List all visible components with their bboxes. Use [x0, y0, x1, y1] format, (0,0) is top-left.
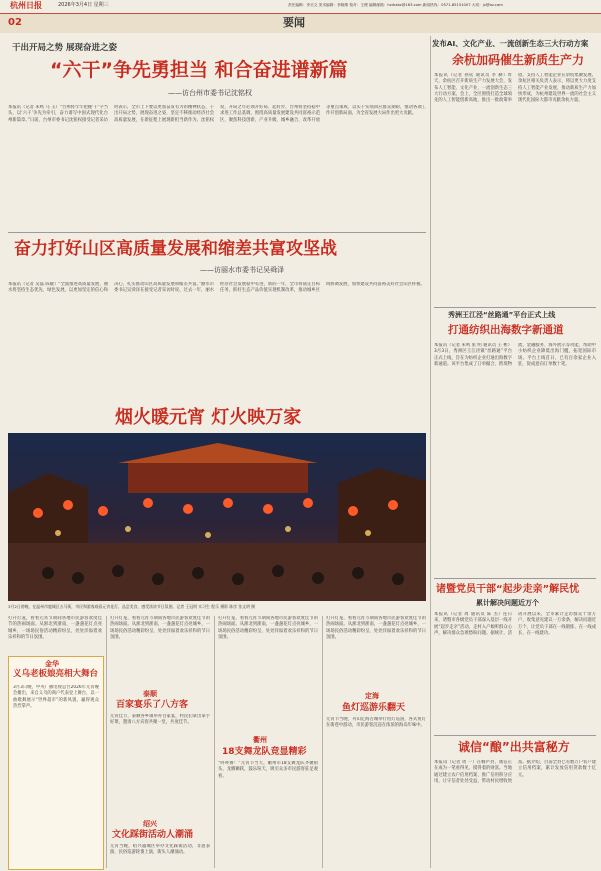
page-label-bar	[0, 14, 601, 33]
column-rule	[214, 616, 215, 868]
a4-body: 本报讯（记者 朱鸣 张 明 通讯员 王 彬）3月3日，秀洲区王江泾镇“丝路通”平台正式上线，旨在为纺织企业打通出海数字新通道。该平台集成了订单撮合、跨境物流、金融服务、海外展示等功能，帮助中小纺织企业降低出海门槛，拓宽国际市场。平台上线首日，已有百余家企业入驻，促成意向订单数十笔。	[434, 343, 596, 367]
side5-body: 元宵节当晚，舟山定海古城举行鱼灯巡游，各式鱼灯在街巷中游动，市民游客沉浸在浓浓的海岛年味中。	[326, 717, 426, 729]
divider	[434, 735, 596, 736]
side3-title: 18支舞龙队竞显精彩	[222, 747, 307, 757]
column-rule	[322, 616, 323, 868]
a1-body: 本报讯（记者 朱鸣 马 玉）“台州将牢牢把握‘干’字当头，以‘六干’争先为牵引，奋力谱写中国式现代化台州新篇章。”日前，台州市委书记沈铭权接受记者采访时表示，全市上下要以更加奋发有为的精神状态，干出开局之势，展现奋进之姿，坚定不移推动经济社会高质量发展，在新征程上展现新担当新作为。沈铭权说，开局之年必须开好局、起好步，台州将坚持稳中求进工作总基调，围绕高质量发展建设共同富裕示范区，聚焦科技创新、产业升级、城乡融合、改革开放等重点领域，以实干实绩回应群众期盼，推动各项工作开创新局面，为全省发展大局作出更大贡献。	[8, 105, 426, 123]
side4-title: 文化踩街活动人潮涌	[112, 830, 194, 840]
a3-body: 本报讯（记者 吴磊 陈敏）“全面推进高质量发展，丽水将坚持生态优先、绿色发展，以更加坚定的信心和决心，扎实推动山区高质量发展和缩差共富。”丽水市委书记吴舜泽在接受记者采访时说，过去一年，丽水经济社会发展稳中有进，新的一年，全市将锚定目标任务，抓好生态产品价值实现机制改革，推动城乡区域协调发展，加快建设共同富裕美好社会山区样板。	[8, 282, 425, 294]
a2-subtitle: 余杭加码催生新质生产力	[452, 53, 585, 67]
side2-title: 百家宴乐了八方客	[116, 700, 189, 710]
a2-title: 发布AI、文化产业、一流创新生态三大行动方案	[432, 39, 589, 48]
a1-subtitle: ——访台州市委书记沈铭权	[168, 89, 252, 97]
mid-body-3: 打开灯笼，看看元宵节期间各地市民游客欢度佳节的热闹场面。从浙北到浙南，一盏盏花灯点亮城乡，一场场民俗活动精彩纷呈，处处洋溢着欢乐祥和的节日氛围。	[326, 616, 426, 640]
lantern-photo	[8, 433, 426, 601]
side3-kicker: 衢州	[253, 736, 267, 744]
a7-body: 本报讯（记者 周 一）在桐庐县，诚信正在成为一笔看得见、摸得着的财富。当地通过建立农户信用档案、推广信用积分应用，让守信者处处受益，带动村民增收致富。据介绍，目前全县已有数万户农户建立信用档案，累计发放信用贷款数十亿元。	[434, 760, 596, 784]
divider	[434, 307, 596, 308]
a6-subtitle: 累计解决问题近万个	[476, 599, 539, 607]
column-rule	[106, 616, 107, 868]
side2-body: 元宵佳节，泰顺各乡镇举办百家宴，村民们拿出拿手好菜，邀请八方宾客共聚一堂，共度佳节。	[110, 714, 210, 726]
page-number: 02	[8, 17, 22, 28]
lantern-scene-image	[8, 433, 426, 601]
mid-body-1: 打开灯笼，看看元宵节期间各地市民游客欢度佳节的热闹场面。从浙北到浙南，一盏盏花灯点亮城乡，一场场民俗活动精彩纷呈，处处洋溢着欢乐祥和的节日氛围。	[110, 616, 210, 640]
masthead	[0, 0, 601, 14]
a2-body: 本报讯（记者 孙钦 通讯员 李 赫）昨天，余杭区召开新质生产力发展大会，发布人工智能、文化产业、一流创新生态三大行动方案。会上，全区围绕打造全球领先的人工智能创新高地，推出一批政策举措，支持人工智能企业在余杭集聚发展。余杭区相关负责人表示，将以更大力度支持人工智能产业发展，推动新质生产力加快形成，为杭州建设世界一流的社会主义现代化国际大都市贡献余杭力量。	[434, 73, 596, 104]
side1-title: 义乌老板娘亮相大舞台	[13, 669, 99, 679]
a5-title: 烟火暖元宵 灯火映万家	[115, 407, 302, 428]
side2-kicker: 泰顺	[143, 690, 157, 698]
a3-subtitle: ——访丽水市委书记吴舜泽	[200, 266, 284, 274]
side5-kicker: 定海	[365, 692, 379, 700]
newspaper-logo: 杭州日报	[10, 0, 42, 10]
a1-kicker: 干出开局之势 展现奋进之姿	[12, 43, 117, 53]
a4-subtitle: 打通纺织出海数字新通道	[448, 324, 564, 336]
divider	[434, 578, 596, 579]
column-rule	[430, 36, 431, 868]
side4-body: 元宵当晚，绍兴越城区举办文化踩街活动，非遗表演、民俗巡游轮番上演，街头人潮涌动。	[110, 844, 210, 856]
side1-kicker: 金华	[45, 660, 59, 668]
a6-body: 本报讯（记者 周 通讯员 陈 杰）连日来，诸暨市各级党员干部深入基层一线开展“起步走亲”活动，走村入户倾听群众心声，解决群众急难愁盼问题。据统计，活动开展以来，全市累计走访群众十余万户，收集意见建议一万余条，解决问题近万个，让党员干部在一线锻炼、在一线成长、在一线建功。	[434, 612, 596, 636]
side5-title: 鱼灯巡游乐翻天	[342, 703, 406, 713]
page-label: 要闻	[283, 16, 305, 29]
side3-body: “咚咚锵！”元宵节当天，衢州市18支舞龙队齐聚街头，龙腾狮跃，鼓乐喧天，吸引众多市民游客驻足观看。	[218, 761, 318, 779]
photo-caption: 3月2日傍晚，在温州市鹿城区五马街，市民和游客观看元宵花灯、品尝美食，感受浓浓节日氛围。记者 王冠明 实习生 程乐 摄影 陈彦 张文明 摄	[8, 604, 256, 609]
a4-title: 秀洲王江泾“丝路通”平台正式上线	[448, 311, 556, 319]
issue-info: 2026年3月4日 星期三	[58, 2, 109, 8]
side1-body: 3月3日晚，中央广播电视总台2026年元宵晚会播出，来自义乌的商户代表登上舞台，以一曲歌舞展示“世界超市”的新风貌，赢得观众热烈掌声。	[13, 685, 99, 709]
a6-title: 诸暨党员干部“起步走亲”解民忧	[436, 584, 580, 595]
yuanxiao-body: 打开灯笼，看看元宵节期间各地市民游客欢度佳节的热闹场面。从浙北到浙南，一盏盏花灯点亮城乡，一场场民俗活动精彩纷呈，处处洋溢着欢乐祥和的节日氛围。	[8, 616, 102, 640]
editor-info: 责任编辑：李丕文 美术编辑：李婉维 校对：王俊 编辑邮箱：hzrbzbz@163.com 新闻热线：0571-85151007 大同：jz@bz.com	[288, 3, 503, 7]
mid-body-2: 打开灯笼，看看元宵节期间各地市民游客欢度佳节的热闹场面。从浙北到浙南，一盏盏花灯点亮城乡，一场场民俗活动精彩纷呈，处处洋溢着欢乐祥和的节日氛围。	[218, 616, 318, 640]
divider	[8, 232, 426, 233]
a3-title: 奋力打好山区高质量发展和缩差共富攻坚战	[14, 239, 337, 259]
side4-kicker: 绍兴	[143, 820, 157, 828]
a7-title: 诚信“酿”出共富秘方	[458, 740, 570, 754]
side1-box	[8, 656, 104, 870]
a1-title: “六干”争先勇担当 和合奋进谱新篇	[50, 59, 348, 81]
